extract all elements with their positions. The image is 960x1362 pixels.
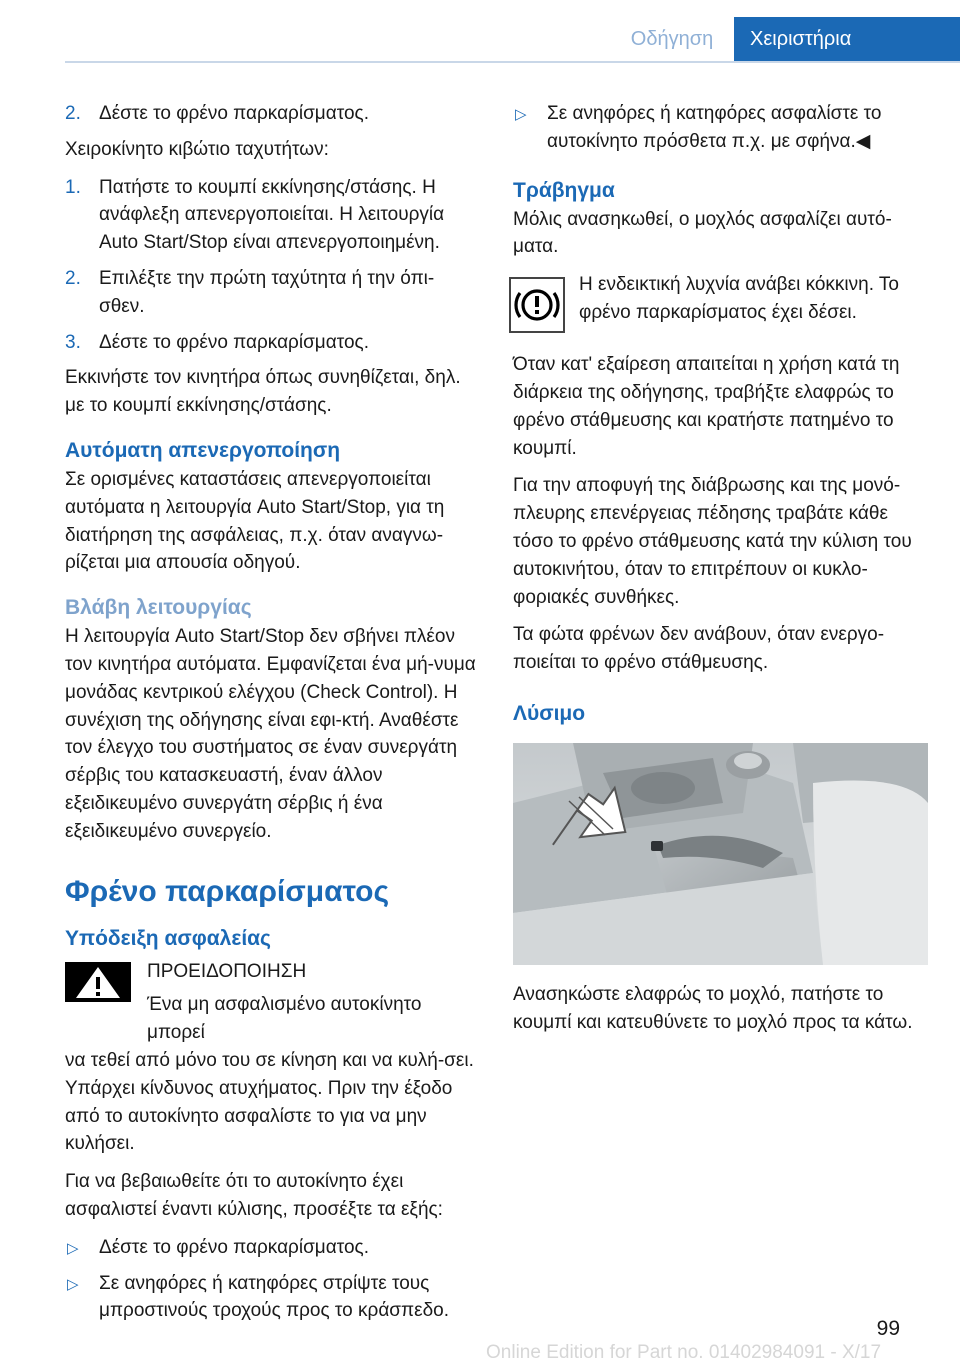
- release-text: Ανασηκώστε ελαφρώς το μοχλό, πατήστε το κουμπί και κατευθύνετε το μοχλό προς τα κάτω.: [513, 983, 913, 1033]
- header-rule: [65, 61, 960, 63]
- step-number: 2.: [65, 103, 81, 124]
- tab-chapter[interactable]: Χειριστήρια: [734, 17, 960, 61]
- brake-lights-text: Τα φώτα φρένων δεν ανάβουν, όταν ενεργο‐ποιείται το φρένο στάθμευσης.: [513, 624, 885, 674]
- header-tabs: [610, 17, 960, 61]
- secure-text: Για να βεβαιωθείτε ότι το αυτοκίνητο έχει ασφαλιστεί έναντι κύλισης, προσέξτε τα εξής:: [65, 1171, 443, 1220]
- list-item: [513, 100, 928, 156]
- bullet-triangle-icon: ▷: [67, 1275, 79, 1293]
- safety-note-heading: Υπόδειξη ασφαλείας: [65, 926, 271, 950]
- step-text: Επιλέξτε την πρώτη ταχύτητα ή την όπι‐σθεν.: [99, 267, 435, 317]
- lamp-text: Η ενδεικτική λυχνία ανάβει κόκκινη. Το φρένο παρκαρίσματος έχει δέσει.: [579, 274, 899, 323]
- restart-text: Εκκινήστε τον κινητήρα όπως συνηθίζεται, δηλ. με το κουμπί εκκίνησης/στάσης.: [65, 367, 461, 417]
- bullet-text: Σε ανηφόρες ή κατηφόρες στρίψτε τους μπροστινούς τροχούς προς το κράσπεδο.: [99, 1272, 450, 1322]
- step-number: 2.: [65, 267, 81, 289]
- step-text: Δέστε το φρένο παρκαρίσματος.: [99, 331, 369, 353]
- warning-text-rest: να τεθεί από μόνο του σε κίνηση και να κυλή‐σει. Υπάρχει κίνδυνος ατυχήματος. Πριν την έξοδο από το αυτοκίνητο ασφαλίστε το για να μην κυλήσει.: [65, 1049, 474, 1155]
- warning-block: [65, 958, 477, 1047]
- edition-footer: Online Edition for Part no. 01402984091 - X/17: [486, 1342, 882, 1362]
- list-item: [65, 265, 477, 321]
- step-text: Πατήστε το κουμπί εκκίνησης/στάσης. Η ανάφλεξη απενεργοποιείται. Η λειτουργία Auto Start/Stop είναι απενεργοποιημένη.: [99, 176, 445, 254]
- left-column: [65, 100, 477, 1333]
- malfunction-text: Η λειτουργία Auto Start/Stop δεν σβήνει πλέον τον κινητήρα αυτόματα. Εμφανίζεται ένα μή‐νυμα μονάδας κεντρικού ελέγχου (Check Control). Η συνέχιση της οδήγησης είναι εφι‐κτή. Αναθέστε τον έλεγχο του συστήματος σε έναν συνεργάτη σέρβις του κατασκευαστή, έναν άλλον εξειδικευμένο συνεργάτη σέρβις ή ένα εξειδικευμένο συνεργείο.: [65, 626, 476, 842]
- list-item: [65, 100, 477, 128]
- exception-text: Όταν κατ' εξαίρεση απαιτείται η χρήση κατά τη διάρκεια της οδήγησης, τραβήξτε ελαφρώς το φρένο στάθμευσης και κρατήστε πατημένο το κουμπί.: [513, 354, 900, 459]
- release-heading: Λύσιμο: [513, 701, 586, 725]
- bullet-triangle-icon: ▷: [515, 106, 527, 123]
- wear-text: Για την αποφυγή της διάβρωσης και της μονό‐πλευρης επενέργειας πέδησης τραβάτε κάθε τόσο το φρένο στάθμευσης κατά την κύλιση του αυτοκινήτου, όταν το επιτρέπουν οι κυκλο‐φοριακές συνθήκες.: [513, 475, 912, 608]
- malfunction-heading: Βλάβη λειτουργίας: [65, 596, 252, 620]
- bullet-text: Δέστε το φρένο παρκαρίσματος.: [99, 1236, 369, 1258]
- step-number: 3.: [65, 331, 81, 353]
- pull-heading: Τράβηγμα: [513, 178, 615, 202]
- warning-label: ΠΡΟΕΙΔΟΠΟΙΗΣΗ: [147, 960, 307, 982]
- auto-deactivation-text: Σε ορισμένες καταστάσεις απενεργοποιείται αυτόματα η λειτουργία Auto Start/Stop, για τη διατήρηση της ασφάλειας, π.χ. όταν αναγνω‐ρίζεται μια απουσία οδηγού.: [65, 468, 445, 574]
- parking-brake-heading: Φρένο παρκαρίσματος: [65, 874, 390, 908]
- list-item: [65, 174, 477, 257]
- parking-brake-lever-image: [513, 743, 928, 965]
- right-column: [513, 100, 928, 1047]
- parking-brake-lamp-icon: [509, 277, 565, 333]
- auto-deactivation-heading: Αυτόματη απενεργοποίηση: [65, 438, 341, 462]
- list-item: [65, 1270, 477, 1326]
- list-item: [65, 1234, 477, 1262]
- bullet-triangle-icon: ▷: [67, 1239, 79, 1257]
- bullet-text: Σε ανηφόρες ή κατηφόρες ασφαλίστε το αυτοκίνητο πρόσθετα π.χ. με σφήνα.◀: [547, 103, 882, 152]
- warning-triangle-icon: [65, 962, 131, 1002]
- page-number: 99: [876, 1317, 900, 1340]
- tab-section[interactable]: Οδήγηση: [610, 17, 734, 61]
- warning-text-start: Ένα μη ασφαλισμένο αυτοκίνητο μπορεί: [147, 994, 422, 1044]
- step-number: 1.: [65, 176, 81, 198]
- manual-intro: Χειροκίνητο κιβώτιο ταχυτήτων:: [65, 138, 329, 160]
- step-text: Δέστε το φρένο παρκαρίσματος.: [99, 103, 369, 124]
- indicator-lamp-block: [513, 271, 928, 339]
- list-item: [65, 329, 477, 357]
- pull-text: Μόλις ανασηκωθεί, ο μοχλός ασφαλίζει αυτό‐ματα.: [513, 208, 892, 258]
